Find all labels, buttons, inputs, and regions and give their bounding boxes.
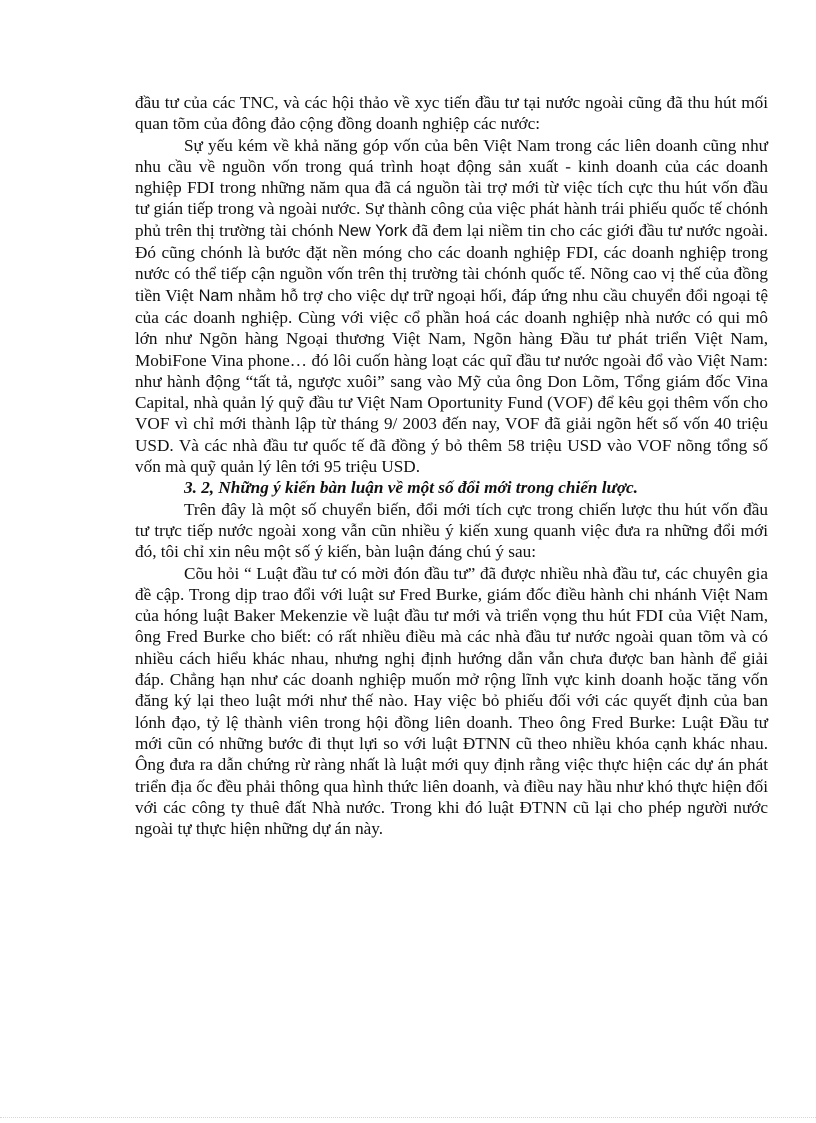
paragraph-capital-text-c: đã đem lại niềm tin cho các giới đầu tư nước ngoài. Đó cũng chónh là bước đặt nền móng cho các doanh nghiệp FDI, các doanh nghiệp trong nước có thể tiếp cận nguồn vốn trên thị trường tài chónh quốc tế. Nõng cao vị thế của đồng tiền Việt — [135, 220, 769, 305]
page-bottom-divider — [0, 1117, 816, 1118]
paragraph-intro: Trên đây là một số chuyển biến, đổi mới tích cực trong chiến lược thu hút vốn đầu tư trực tiếp nước ngoài xong vẫn cũn nhiều ý kiến xung quanh việc đưa ra những đổi mới đó, tôi chỉ xin nêu một số ý kiến, bàn luận đáng chú ý sau: — [135, 499, 768, 562]
paragraph-capital — [135, 135, 768, 478]
document-body — [135, 92, 768, 839]
section-heading: 3. 2, Những ý kiến bàn luận về một số đổi mới trong chiến lược. — [184, 478, 638, 498]
paragraph-capital-text-a: Sự yếu kém về khả năng góp vốn của bên Việt Nam trong các liên doanh cũng như nhu cầu về nguồn vốn trong quá trình hoạt động sản xuất - kinh doanh của các doanh nghiệp FDI trong những năm qua đã cá nguồn tài trợ mới từ việc tích cực thu hút vốn đầu tư gián tiếp trong và ngoài nước. Sự thành công của việc phát hành trái phiếu quốc tế chónh phủ trên thị trường tài chónh — [135, 135, 768, 240]
paragraph-continuation: đầu tư của các TNC, và các hội thảo về xyc tiến đầu tư tại nước ngoài cũng đã thu hút mối quan tõm của đông đảo cộng đồng doanh nghiệp các nước: — [135, 93, 768, 134]
paragraph-fred-burke: Cõu hỏi “ Luật đầu tư có mời đón đầu tư” đã được nhiều nhà đầu tư, các chuyên gia đề cập. Trong dịp trao đổi với luật sư Fred Burke, giám đốc điều hành chi nhánh Việt Nam của hóng luật Baker Mekenzie về luật đầu tư mới và triển vọng thu hút FDI của Việt Nam, ông Fred Burke cho biết: có rất nhiều điều mà các nhà đầu tư nước ngoài quan tõm và có nhiều cách hiểu khác nhau, nhưng nghị định hướng dẫn vẫn chưa được ban hành để giải đáp. Chẳng hạn như các doanh nghiệp muốn mở rộng lĩnh vực kinh doanh hoặc tăng vốn đăng ký lại theo luật mới như thế nào. Hay việc bỏ phiếu đối với các quyết định của ban lónh đạo, tỷ lệ thành viên trong hội đồng liên doanh. Theo ông Fred Burke: Luật Đầu tư mới cũn có những bước đi thụt lựi so với luật ĐTNN cũ theo nhiều khóa cạnh khác nhau. Ông đưa ra dẫn chứng rừ ràng nhất là luật mới quy định rằng việc thực hiện các dự án phát triển địa ốc đều phải thông qua hình thức liên doanh, và điều nay hầu như khó thực hiện đối với các công ty thuê đất Nhà nước. Trong khi đó luật ĐTNN cũ lại cho phép người nước ngoài tự thực hiện những dự án này. — [135, 563, 768, 839]
paragraph-capital-text-e: nhằm hỗ trợ cho việc dự trữ ngoại hối, đáp ứng nhu cầu chuyển đổi ngoại tệ của các doanh nghiệp. Cùng với việc cổ phần hoá các doanh nghiệp nhà nước có qui mô lớn như Ngõn hàng Ngoại thương Việt Nam, Ngõn hàng Đầu tư phát triển Việt Nam, MobiFone Vina phone… đó lôi cuốn hàng loạt các quĩ đầu tư nước ngoài đổ vào Việt Nam: như hành động “tất tả, ngược xuôi” sang vào Mỹ của ông Don Lõm, Tổng giám đốc Vina Capital, nhà quản lý quỹ đầu tư Việt Nam Oportunity Fund (VOF) để kêu gọi thêm vốn cho VOF vì chỉ mới thành lập từ tháng 9/ 2003 đến nay, VOF đã giải ngõn hết số vốn 40 triệu USD. Và các nhà đầu tư quốc tế đã đồng ý bỏ thêm 58 triệu USD vào VOF nõng tổng số vốn mà quỹ quản lý lên tới 95 triệu USD. — [135, 285, 769, 477]
place-name-new-york: New York — [337, 221, 408, 240]
place-name-nam: Nam — [198, 286, 234, 305]
